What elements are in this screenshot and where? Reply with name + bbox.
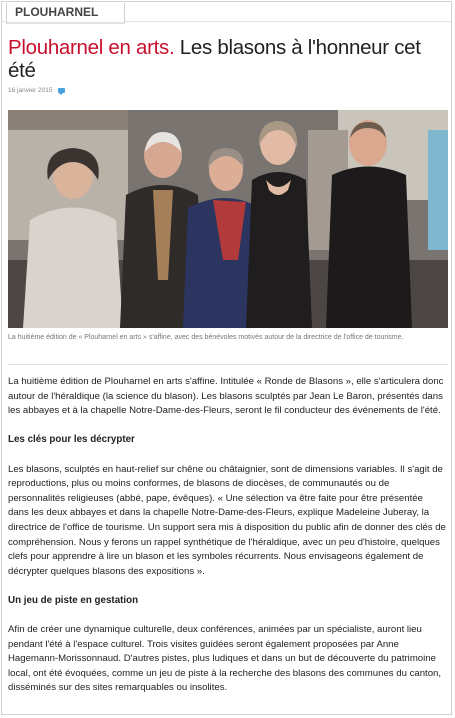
article-headline [8,36,446,82]
headline-kicker: Plouharnel en arts. [8,36,175,59]
section-tab[interactable]: PLOUHARNEL [6,3,125,24]
headline-title: Les blasons à l'honneur cet été [8,36,421,82]
article-body [8,375,446,711]
article-intro: La huitième édition de Plouharnel en arts s'affine. Intitulée « Ronde de Blasons », elle s'articulera donc autour de l'héraldique (la science du blason). Les blasons sculptés par Jean Le Baron, présentés dans les abbayes et à la chapelle Notre-Dame-des-Fleurs, seront le fil conducteur des événements de l'été. [8,376,444,417]
group-photo-illustration [8,110,448,328]
comment-bubble-icon[interactable] [58,88,65,93]
caption-divider [8,364,448,365]
article-date: 16 janvier 2015 [8,87,53,94]
article-photo [8,110,448,328]
article-paragraph: Afin de créer une dynamique culturelle, deux conférences, animées par un spécialiste, auront lieu pendant l'été à l'espace culturel. Trois visites guidées seront également proposées par Anne Hagemann-Morissonnaud. D'autres pistes, plus ludiques et dans un but de découverte du patrimoine local, ont été évoquées, comme un jeu de piste à la recherche des blasons des communes du canton, disséminés sur des sites remarquables ou insolites. [8,624,442,694]
section-heading: Un jeu de piste en gestation [8,594,139,606]
section-heading: Les clés pour les décrypter [8,434,135,446]
article-meta [8,87,65,94]
article-frame [1,1,452,715]
article-paragraph: Les blasons, sculptés en haut-relief sur chêne ou châtaignier, sont de dimensions variables. Il s'agit de reproductions, plus ou moins conformes, de blasons de diocèses, de communautés ou de personnalités religieuses (abbé, pape, évêques). « Une sélection va être faite pour être présentée dans les deux abbayes et dans la chapelle Notre-Dame-des-Fleurs, explique Madeleine Juberay, la directrice de l'office de tourisme. Un support sera mis à disposition du public afin de donner des clés de compréhension. Nous y ferons un rappel synthétique de l'héraldique, avec un peu d'histoire, quelques clefs pour apprendre à lire un blason et les symboles récurrents. Nous envisageons également de décrypter quelques blasons des expositions ». [8,463,446,577]
photo-caption: La huitième édition de « Plouharnel en arts » s'affine, avec des bénévoles motivés autour de la directrice de l'office de tourisme. [8,334,404,341]
